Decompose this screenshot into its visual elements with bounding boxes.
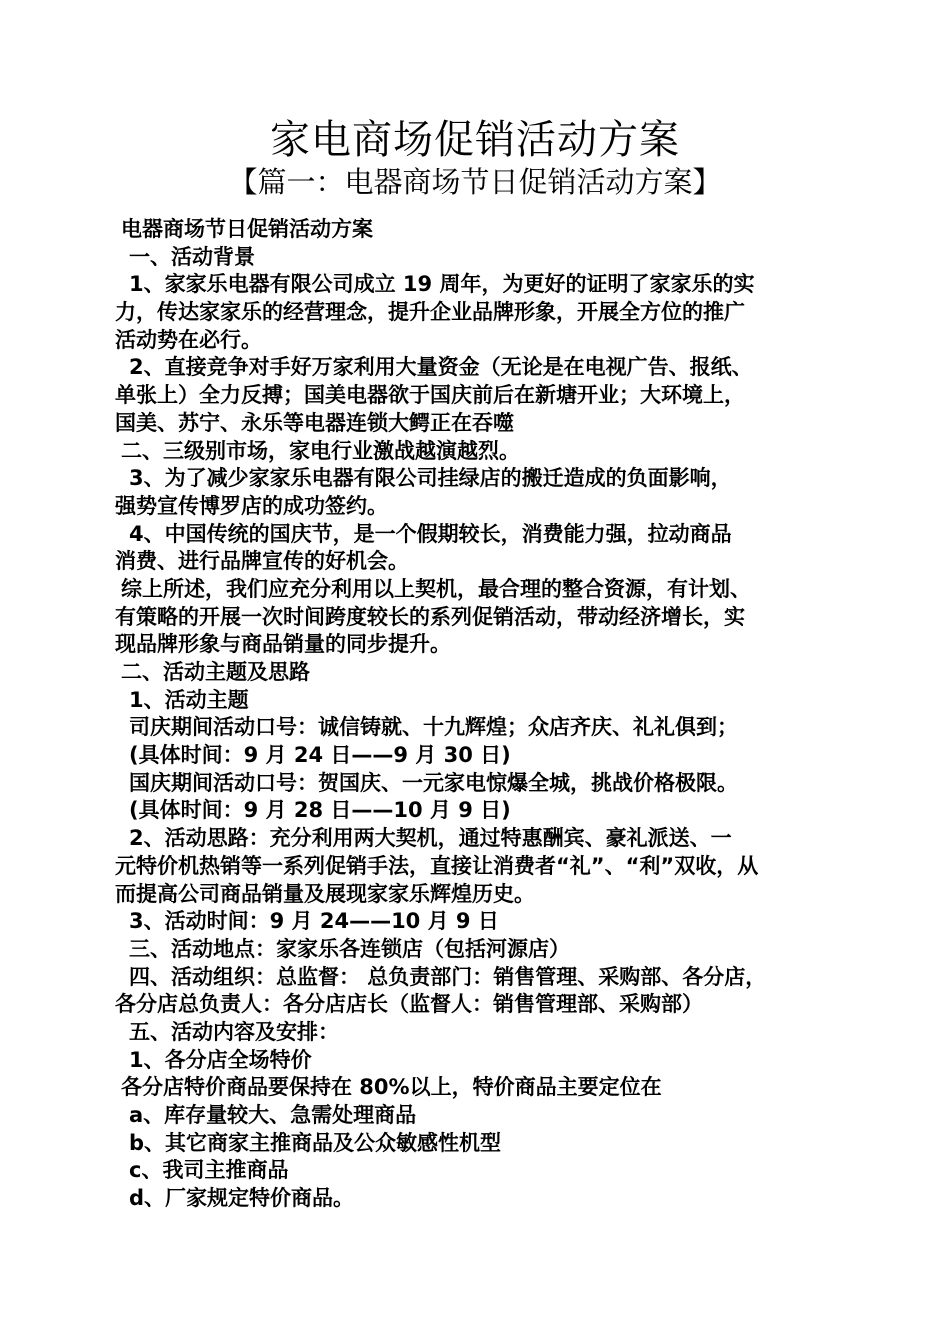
paragraph-line: 力，传达家家乐的经营理念，提升企业品牌形象，开展全方位的推广 — [115, 300, 745, 325]
paragraph-line: 强势宣传博罗店的成功签约。 — [115, 493, 388, 518]
paragraph-line: 各分店特价商品要保持在 80%以上，特价商品主要定位在 — [121, 1075, 662, 1100]
section-heading: 五、活动内容及安排： — [129, 1019, 339, 1044]
paragraph-line: 有策略的开展一次时间跨度较长的系列促销活动，带动经济增长，实 — [115, 604, 745, 629]
paragraph-line: 活动势在必行。 — [115, 327, 262, 352]
paragraph-line: 3、为了减少家家乐电器有限公司挂绿店的搬迁造成的负面影响， — [129, 466, 732, 491]
paragraph-line: 单张上）全力反搏；国美电器欲于国庆前后在新塘开业；大环境上， — [115, 383, 745, 408]
paragraph-line: 3、活动时间：9 月 24——10 月 9 日 — [129, 909, 499, 934]
section-heading: 四、活动组织：总监督： 总负责部门：销售管理、采购部、各分店， — [129, 964, 767, 989]
document-title: 家电商场促销活动方案 — [270, 117, 680, 163]
paragraph-line: 2、直接竞争对手好万家利用大量资金（无论是在电视广告、报纸、 — [129, 355, 753, 380]
section-heading: 三、活动地点：家家乐各连锁店（包括河源店） — [129, 936, 570, 961]
body-heading: 电器商场节日促销活动方案 — [121, 217, 373, 241]
list-item: a、库存量较大、急需处理商品 — [129, 1103, 417, 1127]
document-subtitle: 【篇一：电器商场节日促销活动方案】 — [228, 165, 722, 199]
paragraph-line: 二、三级别市场，家电行业激战越演越烈。 — [121, 438, 520, 463]
paragraph-line: (具体时间：9 月 24 日——9 月 30 日) — [129, 743, 511, 768]
paragraph-line: (具体时间：9 月 28 日——10 月 9 日) — [129, 798, 511, 823]
paragraph-line: 国庆期间活动口号：贺国庆、一元家电惊爆全城，挑战价格极限。 — [129, 770, 738, 795]
paragraph-line: 综上所述，我们应充分利用以上契机，最合理的整合资源，有计划、 — [121, 576, 751, 601]
paragraph-line: 现品牌形象与商品销量的同步提升。 — [115, 632, 451, 657]
paragraph-line: 而提高公司商品销量及展现家家乐辉煌历史。 — [115, 881, 535, 906]
list-item: d、厂家规定特价商品。 — [129, 1186, 355, 1211]
paragraph-line: 国美、苏宁、永乐等电器连锁大鳄正在吞噬 — [115, 410, 514, 435]
paragraph-line: 消费、进行品牌宣传的好机会。 — [115, 549, 409, 574]
paragraph-line: 1、家家乐电器有限公司成立 19 周年，为更好的证明了家家乐的实 — [129, 272, 755, 297]
paragraph-line: 4、中国传统的国庆节，是一个假期较长，消费能力强，拉动商品 — [129, 521, 732, 546]
paragraph-line: 元特价机热销等一系列促销手法，直接让消费者“礼”、“利”双收，从 — [115, 853, 759, 878]
section-heading: 二、活动主题及思路 — [121, 660, 310, 684]
list-item: b、其它商家主推商品及公众敏感性机型 — [129, 1130, 502, 1155]
paragraph-line: 2、活动思路：充分利用两大契机，通过特惠酬宾、豪礼派送、一 — [129, 826, 732, 851]
list-item: c、我司主推商品 — [129, 1158, 289, 1183]
document-body — [115, 216, 845, 1213]
paragraph-line: 司庆期间活动口号：诚信铸就、十九辉煌；众店齐庆、礼礼俱到； — [129, 715, 738, 740]
section-heading: 一、活动背景 — [129, 244, 255, 269]
paragraph-line: 各分店总负责人：各分店店长（监督人：销售管理部、采购部） — [115, 992, 703, 1017]
subsection-heading: 1、各分店全场特价 — [129, 1047, 312, 1072]
subsection-heading: 1、活动主题 — [129, 687, 249, 712]
